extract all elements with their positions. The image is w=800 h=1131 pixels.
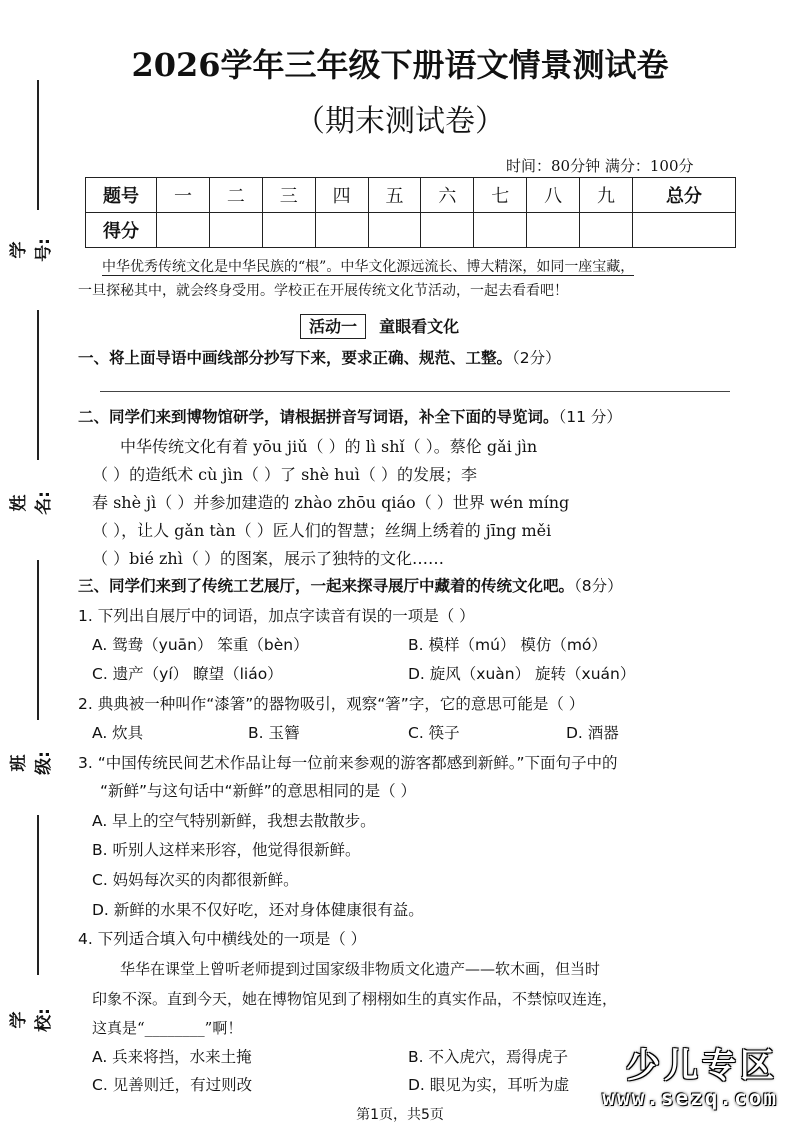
table-cell: 三 — [262, 178, 315, 213]
intro-line-2: 一旦探秘其中，就会终身受用。学校正在开展传统文化节活动，一起去看看吧！ — [78, 283, 568, 299]
option-a[interactable]: A. 兵来将挡，水来土掩 — [92, 1048, 252, 1066]
page-title: 2026学年三年级下册语文情景测试卷 — [131, 46, 669, 84]
q2-line-5: （ ）bié zhì（ ）的图案，展示了独特的文化…… — [92, 549, 444, 568]
question-score: （8分） — [574, 577, 623, 595]
binding-line — [37, 815, 39, 975]
sub-question-2: 2. 典典被一种叫作“漆箸”的器物吸引，观察“箸”字，它的意思可能是（ ） — [78, 695, 585, 713]
class-label: 班级: — [9, 751, 54, 775]
table-cell: 九 — [580, 178, 633, 213]
score-cell[interactable] — [474, 213, 527, 248]
table-cell: 七 — [474, 178, 527, 213]
table-cell: 题号 — [86, 178, 157, 213]
binding-line — [37, 560, 39, 720]
option-b[interactable]: B. 模样（mú） 模仿（mó） — [408, 636, 607, 654]
option-a[interactable]: A. 炊具 — [92, 724, 144, 742]
q2-line-1: 中华传统文化有着 yōu jiǔ（ ）的 lì shǐ（ ）。蔡伦 gǎi jìn — [120, 437, 538, 456]
option-d[interactable]: D. 眼见为实，耳听为虚 — [408, 1076, 570, 1094]
question-score: （2分） — [512, 349, 561, 367]
time-info: 时间：80分钟 满分：100分 — [506, 157, 694, 175]
table-cell: 得分 — [86, 213, 157, 248]
table-cell: 五 — [368, 178, 421, 213]
passage-line-3: 这真是“________”啊！ — [92, 1019, 243, 1037]
score-cell[interactable] — [157, 213, 210, 248]
option-c[interactable]: C. 遗产（yí） 瞭望（liáo） — [92, 665, 283, 683]
question-score: （11 分） — [558, 408, 622, 426]
q2-line-2: （ ）的造纸术 cù jìn（ ）了 shè huì（ ）的发展；李 — [92, 465, 477, 484]
name-label: 姓名: — [9, 491, 54, 515]
score-cell[interactable] — [632, 213, 735, 248]
question-3 — [78, 574, 623, 596]
score-table-header-row — [86, 178, 736, 213]
option-d[interactable]: D. 新鲜的水果不仅好吃，还对身体健康很有益。 — [92, 901, 424, 919]
table-cell: 二 — [209, 178, 262, 213]
question-text: 三、同学们来到了传统工艺展厅，一起来探寻展厅中藏着的传统文化吧。 — [78, 577, 575, 595]
answer-line[interactable] — [100, 391, 730, 392]
intro-line-1 — [102, 256, 634, 276]
score-cell[interactable] — [262, 213, 315, 248]
option-b[interactable]: B. 玉簪 — [248, 724, 300, 742]
question-1 — [78, 346, 561, 368]
score-cell[interactable] — [368, 213, 421, 248]
score-cell[interactable] — [527, 213, 580, 248]
score-table-score-row — [86, 213, 736, 248]
passage-line-1: 华华在课堂上曾听老师提到过国家级非物质文化遗产——软木画，但当时 — [120, 960, 601, 978]
table-cell: 四 — [315, 178, 368, 213]
activity-label-box: 活动一 — [300, 314, 366, 339]
sub-question-4: 4. 下列适合填入句中横线处的一项是（ ） — [78, 930, 367, 948]
sub-question-3-line-2: “新鲜”与这句话中“新鲜”的意思相同的是（ ） — [100, 782, 417, 800]
score-cell[interactable] — [421, 213, 474, 248]
watermark-url: www.sezq.com — [602, 1086, 778, 1110]
table-cell: 总分 — [632, 178, 735, 213]
option-b[interactable]: B. 不入虎穴，焉得虎子 — [408, 1048, 568, 1066]
school-label: 学校: — [9, 1008, 54, 1032]
option-c[interactable]: C. 妈妈每次买的肉都很新鲜。 — [92, 871, 299, 889]
option-d[interactable]: D. 酒器 — [566, 724, 619, 742]
table-cell: 六 — [421, 178, 474, 213]
passage-line-2: 印象不深。直到今天，她在博物馆见到了栩栩如生的真实作品，不禁惊叹连连， — [92, 990, 618, 1008]
student-id-label: 学号: — [9, 238, 54, 262]
activity-heading — [300, 314, 459, 337]
page-footer: 第1页，共5页 — [356, 1107, 444, 1123]
table-cell: 八 — [527, 178, 580, 213]
score-table — [85, 177, 736, 248]
score-cell[interactable] — [315, 213, 368, 248]
intro-text: 中华优秀传统文化是中华民族的“根”。中华文化源远流长、博大精深，如同一座宝藏， — [102, 259, 635, 275]
question-text: 二、同学们来到博物馆研学，请根据拼音写词语，补全下面的导览词。 — [78, 408, 559, 426]
option-a[interactable]: A. 早上的空气特别新鲜，我想去散散步。 — [92, 812, 376, 830]
score-cell[interactable] — [209, 213, 262, 248]
sub-question-1: 1. 下列出自展厅中的词语，加点字读音有误的一项是（ ） — [78, 607, 475, 625]
option-c[interactable]: C. 见善则迁，有过则改 — [92, 1076, 253, 1094]
question-text: 一、将上面导语中画线部分抄写下来，要求正确、规范、工整。 — [78, 349, 513, 367]
sub-question-3: 3. “中国传统民间艺术作品让每一位前来参观的游客都感到新鲜。”下面句子中的 — [78, 754, 618, 772]
option-b[interactable]: B. 听别人这样来形容，他觉得很新鲜。 — [92, 841, 361, 859]
watermark-brand: 少儿专区 — [626, 1046, 778, 1086]
binding-line — [37, 310, 39, 460]
option-d[interactable]: D. 旋风（xuàn） 旋转（xuán） — [408, 665, 636, 683]
table-cell: 一 — [157, 178, 210, 213]
q2-line-3: 春 shè jì（ ）并参加建造的 zhào zhōu qiáo（ ）世界 wén míng — [92, 493, 570, 512]
page-subtitle: （期末测试卷） — [295, 104, 505, 139]
option-a[interactable]: A. 鸳鸯（yuān） 笨重（bèn） — [92, 636, 309, 654]
question-2 — [78, 405, 622, 427]
option-c[interactable]: C. 筷子 — [408, 724, 460, 742]
score-cell[interactable] — [580, 213, 633, 248]
q2-line-4: （ ），让人 gǎn tàn（ ）匠人们的智慧；丝绸上绣着的 jīng měi — [92, 521, 552, 540]
activity-title: 童眼看文化 — [379, 317, 460, 336]
